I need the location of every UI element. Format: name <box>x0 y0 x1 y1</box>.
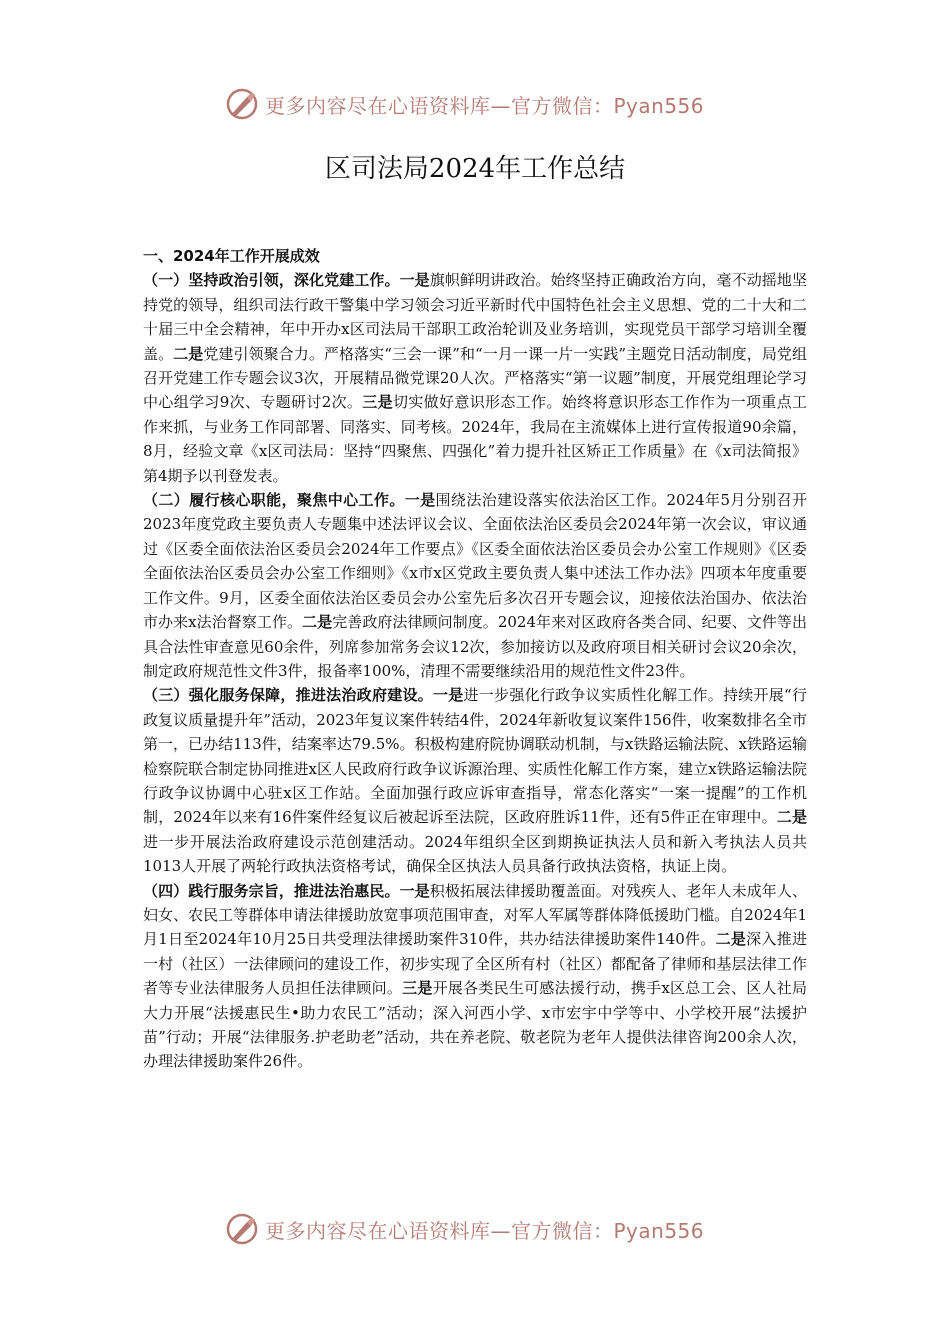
point-text: 旗帜鲜明讲政治。始终坚持正确政治方向，毫不动摇地坚持党的领导，组织司法行政干警集中学习领会习近平新时代中国特色社会主义思想、党的二十大和二十届三中全会精神，年中开办x区司法局干部职工政治轮训及业务培训，实现党员干部学习培训全覆盖。 <box>143 271 807 363</box>
point-text: 开展各类民生可感法援行动，携手x区总工会、区人社局大力开展“法援惠民生•助力农民工”活动；深入河西小学、x市宏宇中学等中、小学校开展“法援护苗”行动；开展“法律服务.护老助老”活动，共在养老院、敬老院为老年人提供法律咨询200余人次，办理法律援助案件26件。 <box>143 979 807 1071</box>
document-body <box>143 244 807 1074</box>
point-marker: 一是 <box>404 491 436 510</box>
paragraph <box>143 683 807 878</box>
page-title: 区司法局2024年工作总结 <box>324 154 626 184</box>
paragraph <box>143 268 807 488</box>
point-marker: 二是 <box>776 808 807 827</box>
paragraph-lead: （三）强化服务保障，推进法治政府建设。 <box>143 686 433 705</box>
watermark-text: 更多内容尽在心语资料库—官方微信：Pyan556 <box>265 1218 705 1243</box>
point-text: 完善政府法律顾问制度。2024年来对区政府各类合同、纪要、文件等出具合法性审查意见60余件，列席参加常务会议12次，参加接访以及政府项目相关研讨会议20余次，制定政府规范性文件3件，报备率100%，清理不需要继续沿用的规范性文件23件。 <box>143 613 807 680</box>
point-text: 党建引领聚合力。严格落实“三会一课”和“一月一课一片一实践”主题党日活动制度，局党组召开党建工作专题会议3次，开展精品微党课20人次。严格落实“第一议题”制度，开展党组理论学习中心组学习9次、专题研讨2次。 <box>143 344 807 412</box>
point-text: 围绕法治建设落实依法治区工作。2024年5月分别召开2023年度党政主要负责人专题集中述法评议会议、全面依法治区委员会2024年第一次会议，审议通过《区委全面依法治区委员会2024年工作要点》《区委全面依法治区委员会办公室工作规则》《区委全面依法治区委员会办公室工作细则》《x市x区党政主要负责人集中述法工作办法》四项本年度重要工作文件。9月，区委全面依法治区委员会办公室先后多次召开专题会议，迎接依法治国办、依法治市办来x法治督察工作。 <box>143 491 807 632</box>
point-text: 切实做好意识形态工作。始终将意识形态工作作为一项重点工作来抓，与业务工作同部署、同落实、同考核。2024年，我局在主流媒体上进行宣传报道90余篇，8月，经验文章《x区司法局：坚持“四聚焦、四强化”着力提升社区矫正工作质量》在《x司法简报》第4期予以刊登发表。 <box>143 393 807 485</box>
point-marker: 三是 <box>362 393 393 412</box>
paragraph <box>143 488 807 683</box>
point-marker: 二是 <box>173 344 204 363</box>
point-marker: 一是 <box>399 881 430 900</box>
pen-nib-logo-icon <box>225 1212 259 1246</box>
point-marker: 一是 <box>433 686 464 705</box>
point-text: 深入推进一村（社区）一法律顾问的建设工作，初步实现了全区所有村（社区）都配备了律师和基层法律工作者等专业法律服务人员担任法律顾问。 <box>143 930 807 998</box>
point-marker: 二是 <box>302 613 333 632</box>
watermark-bottom <box>225 1209 745 1249</box>
point-text: 进一步强化行政争议实质性化解工作。持续开展“行政复议质量提升年”活动，2023年复议案件转结4件，2024年新收复议案件156件，收案数排名全市第一，已办结113件，结案率达79.5%。积极构建府院协调联动机制，与x铁路运输法院、x铁路运输检察院联合制定协同推进x区人民政府行政争议诉源治理、实质性化解工作方案，建立x铁路运输法院行政争议协调中心驻x区工作站。全面加强行政应诉审查指导，常态化落实“一案一提醒”的工作机制，2024年以来有16件案件经复议后被起诉至法院，区政府胜诉11件，还有5件正在审理中。 <box>143 686 807 827</box>
pen-nib-logo-icon <box>225 87 259 121</box>
point-marker: 二是 <box>715 930 747 949</box>
paragraph-lead: （四）践行服务宗旨，推进法治惠民。 <box>143 881 400 900</box>
paragraph-list <box>143 268 807 1073</box>
paragraph <box>143 879 807 1074</box>
paragraph-lead: （一）坚持政治引领，深化党建工作。 <box>143 271 400 290</box>
point-marker: 一是 <box>399 271 430 290</box>
point-text: 积极拓展法律援助覆盖面。对残疾人、老年人未成年人、妇女、农民工等群体申请法律援助放宽事项范围审查，对军人军属等群体降低援助门槛。自2024年1月1日至2024年10月25日共受理法律援助案件310件，共办结法律援助案件140件。 <box>143 881 807 949</box>
point-marker: 三是 <box>402 979 433 998</box>
point-text: 进一步开展法治政府建设示范创建活动。2024年组织全区到期换证执法人员和新入考执法人员共1013人开展了两轮行政执法资格考试，确保全区执法人员具备行政执法资格，执证上岗。 <box>143 832 807 876</box>
watermark-top <box>225 84 745 124</box>
section-heading: 一、2024年工作开展成效 <box>143 247 320 265</box>
watermark-text: 更多内容尽在心语资料库—官方微信：Pyan556 <box>265 93 705 118</box>
paragraph-lead: （二）履行核心职能，聚焦中心工作。 <box>143 491 405 510</box>
